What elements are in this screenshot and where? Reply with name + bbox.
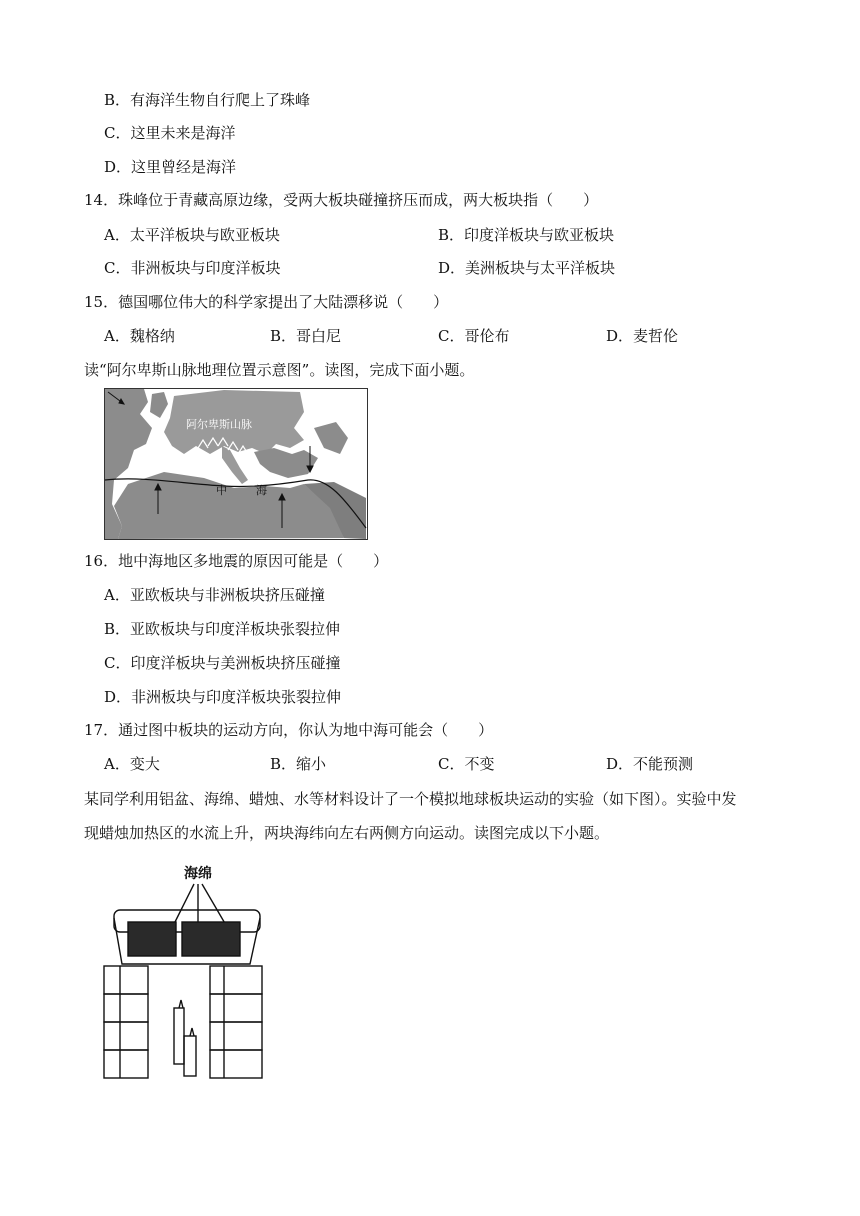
map-label-zhong: 中 [216, 484, 227, 497]
q15-option-d: D．麦哲伦 [606, 327, 679, 345]
alps-map-svg [104, 388, 368, 540]
experiment-svg [100, 858, 270, 1084]
experiment-figure [100, 858, 270, 1084]
experiment-intro-line2: 现蜡烛加热区的水流上升，两块海纬向左右两侧方向运动。读图完成以下小题。 [84, 824, 610, 842]
map-label-di: 地 [202, 464, 213, 477]
q16-option-d: D．非洲板块与印度洋板块张裂拉伸 [104, 688, 342, 706]
experiment-drawing [104, 884, 262, 1078]
map-label-alps: 阿尔卑斯山脉 [186, 418, 252, 431]
q16-option-b: B．亚欧板块与印度洋板块张裂拉伸 [104, 620, 341, 638]
q17-option-b: B．缩小 [270, 755, 327, 773]
q15-option-c: C．哥伦布 [438, 327, 510, 345]
q14-option-c: C．非洲板块与印度洋板块 [104, 259, 281, 277]
q14-option-d: D．美洲板块与太平洋板块 [438, 259, 616, 277]
q14-option-a: A．太平洋板块与欧亚板块 [104, 226, 280, 244]
experiment-intro-line1: 某同学利用铝盆、海绵、蜡烛、水等材料设计了一个模拟地球板块运动的实验（如下图）。实验中发 [84, 790, 737, 808]
q16-option-c: C．印度洋板块与美洲板块挤压碰撞 [104, 654, 341, 672]
q16-option-a: A．亚欧板块与非洲板块挤压碰撞 [104, 586, 325, 604]
alps-intro: 读“阿尔卑斯山脉地理位置示意图”。读图，完成下面小题。 [84, 361, 475, 379]
q17-option-a: A．变大 [104, 755, 160, 773]
q14-option-b: B．印度洋板块与欧亚板块 [438, 226, 615, 244]
q17-stem: 17．通过图中板块的运动方向，你认为地中海可能会（ ） [84, 721, 494, 739]
q14-stem: 14．珠峰位于青藏高原边缘，受两大板块碰撞挤压而成，两大板块指（ ） [84, 191, 599, 209]
experiment-label-sponge: 海绵 [184, 866, 212, 882]
q16-stem: 16．地中海地区多地震的原因可能是（ ） [84, 552, 389, 570]
q17-option-c: C．不变 [438, 755, 495, 773]
q17-option-d: D．不能预测 [606, 755, 694, 773]
q15-stem: 15．德国哪位伟大的科学家提出了大陆漂移说（ ） [84, 293, 449, 311]
q13-option-b: B．有海洋生物自行爬上了珠峰 [104, 91, 311, 109]
q15-option-b: B．哥白尼 [270, 327, 342, 345]
q13-option-c: C．这里未来是海洋 [104, 124, 236, 142]
map-label-hai: 海 [256, 484, 267, 497]
q13-option-d: D．这里曾经是海洋 [104, 158, 237, 176]
alps-map-figure [104, 388, 368, 540]
q15-option-a: A．魏格纳 [104, 327, 175, 345]
